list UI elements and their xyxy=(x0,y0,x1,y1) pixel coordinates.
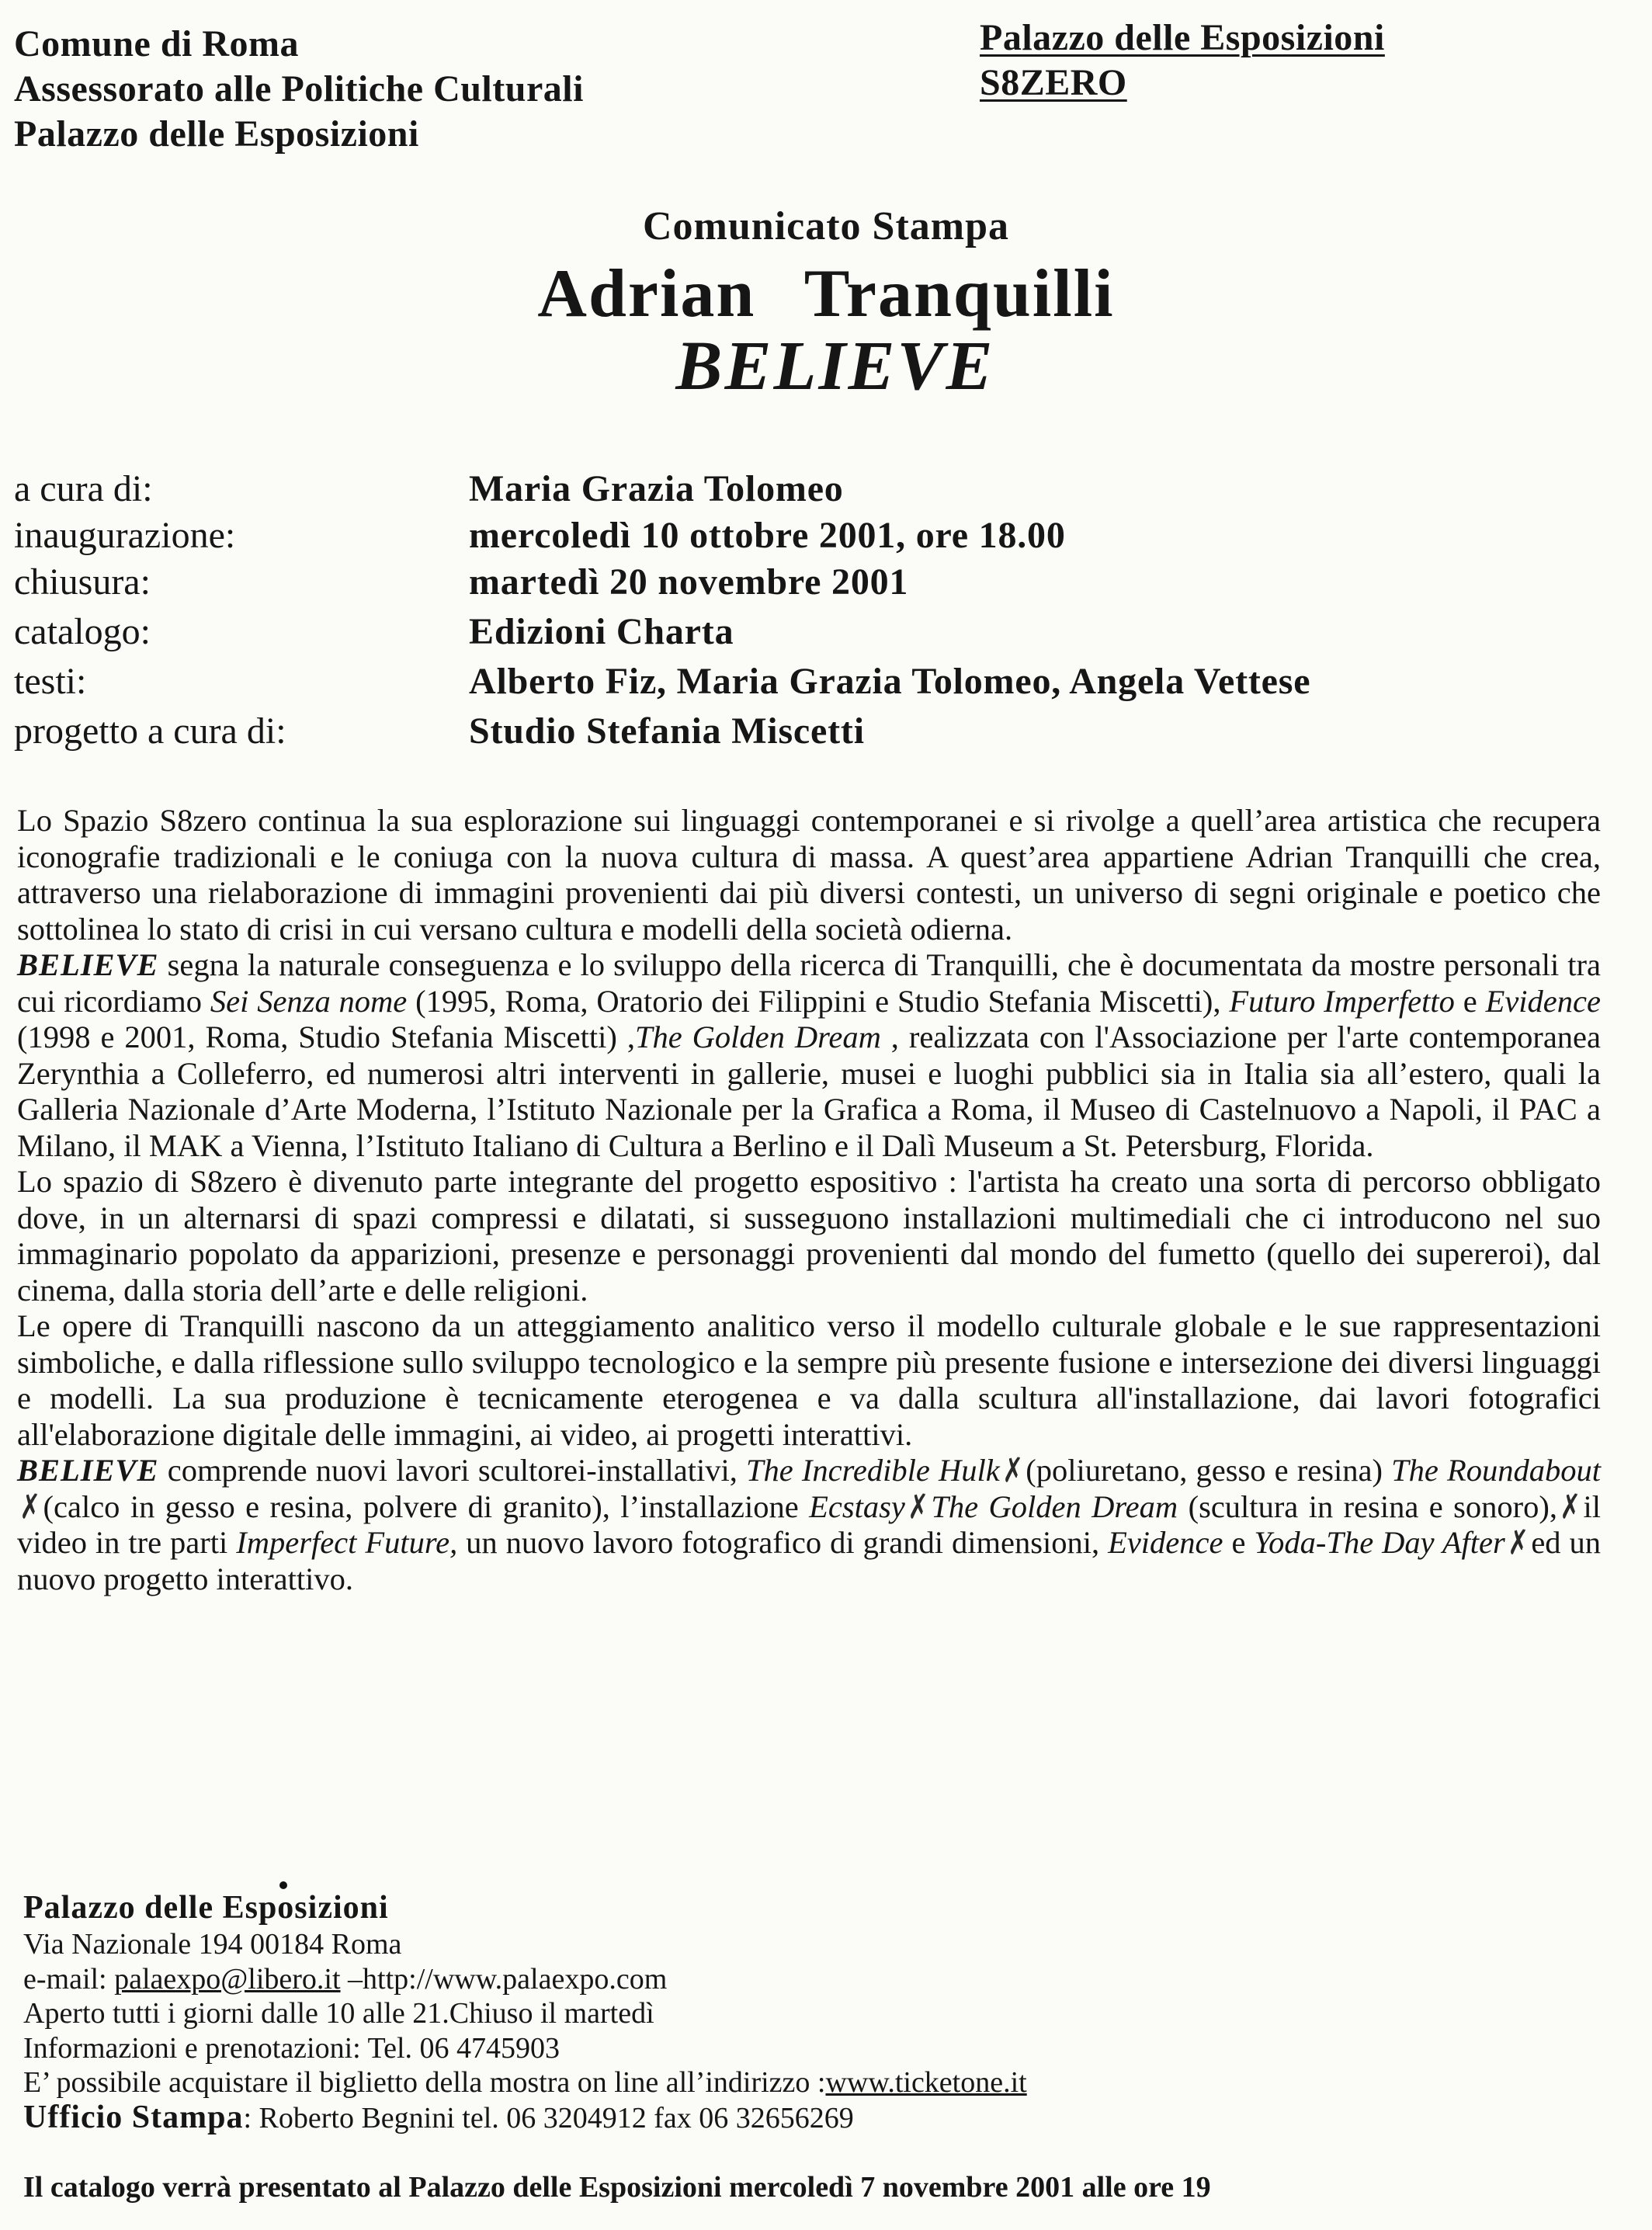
handwritten-x-mark: ✗ xyxy=(1002,1450,1023,1491)
header-left-line1: Comune di Roma xyxy=(14,23,300,64)
handwritten-x-mark: ✗ xyxy=(19,1487,41,1527)
detail-label: a cura di: xyxy=(14,468,153,509)
work-title: The Incredible Hulk xyxy=(746,1453,1000,1488)
detail-value: martedì 20 novembre 2001 xyxy=(469,561,909,603)
work-title: Evidence xyxy=(1108,1525,1223,1560)
press-office-contact: : Roberto Begnini tel. 06 3204912 fax 06 32656269 xyxy=(243,2101,854,2134)
work-title: The Roundabout xyxy=(1391,1453,1602,1488)
detail-label: progetto a cura di: xyxy=(14,710,286,752)
paragraph-believe-history xyxy=(17,947,1601,1164)
paragraph-space: Lo spazio di S8zero è divenuto parte integrante del progetto espositivo : l'artista ha creato una sorta di percorso obbligato dove, in un alternarsi di spazi compressi e dilatati, si susseguono installazioni multimediali che ci introducono nel suo immaginario popolato da apparizioni, presenze e personaggi provenienti dal mondo del fumetto (quello dei supereroi), dal cinema, dalla storia dell’arte e delle religioni. xyxy=(17,1164,1601,1308)
footer-address: Via Nazionale 194 00184 Roma xyxy=(23,1928,402,1961)
header-right xyxy=(980,16,1385,106)
header-right-line2: S8ZERO xyxy=(980,62,1127,103)
footer-hours: Aperto tutti i giorni dalle 10 alle 21.Chiuso il martedì xyxy=(23,1997,654,2030)
artist-name: Adrian Tranquilli xyxy=(537,256,1115,332)
handwritten-x-mark: ✗ xyxy=(1508,1523,1529,1563)
show-title: BELIEVE xyxy=(675,328,995,405)
handwritten-x-mark: ✗ xyxy=(908,1487,929,1527)
text-span: il video in tre parti xyxy=(17,1488,1601,1560)
work-title: The Golden Dream xyxy=(931,1488,1178,1524)
text-span: comprende nuovi lavori scultorei-installativi, xyxy=(158,1453,747,1488)
detail-label: inaugurazione: xyxy=(14,515,236,556)
detail-value: Alberto Fiz, Maria Grazia Tolomeo, Angela Vettese xyxy=(469,661,1311,702)
paragraph-intro: Lo Spazio S8zero continua la sua esplorazione sui linguaggi contemporanei e si rivolge a quell’area artistica che recupera iconografie tradizionali e le coniuga con la nuova cultura di massa. A quest’area appartiene Adrian Tranquilli che crea, attraverso una rielaborazione di immagini provenienti dai più diversi contesti, un universo di segni originale e poetico che sottolinea lo stato di crisi in cui versano cultura e modelli della società odierna. xyxy=(17,803,1601,947)
show-title-inline: BELIEVE xyxy=(17,947,159,982)
detail-value: Studio Stefania Miscetti xyxy=(469,710,865,752)
detail-label: chiusura: xyxy=(14,561,151,603)
text-span: (1998 e 2001, Roma, Studio Stefania Miscetti) , xyxy=(17,1019,635,1054)
paragraph-works: Le opere di Tranquilli nascono da un atteggiamento analitico verso il modello culturale globale e le sue rappresentazioni simboliche, e dalla riflessione sullo sviluppo tecnologico e la sempre più presente fusione e intersezione dei diversi linguaggi e modelli. La sua produzione è tecnicamente eterogenea e va dalla scultura all'installazione, dai lavori fotografici all'elaborazione digitale delle immagini, ai video, ai progetti interattivi. xyxy=(17,1308,1601,1452)
header-left-line2: Assessorato alle Politiche Culturali xyxy=(14,68,584,109)
text-span: segna la naturale conseguenza e lo sviluppo della ricerca di Tranquilli, che è documentata da mostre personali tra cui ricordiamo xyxy=(17,947,1601,1019)
detail-value: mercoledì 10 ottobre 2001, ore 18.00 xyxy=(469,515,1066,556)
text-span: (poliuretano, gesso e resina) xyxy=(1026,1453,1392,1488)
footer-title: Palazzo delle Esposizioni xyxy=(23,1890,389,1926)
email-link[interactable]: palaexpo@libero.it xyxy=(114,1962,341,1996)
work-title: Imperfect Future, xyxy=(236,1525,458,1560)
email-label: e-mail: xyxy=(23,1962,115,1996)
work-title: Ecstasy xyxy=(809,1488,905,1524)
work-title: Evidence xyxy=(1485,983,1601,1019)
text-span: (calco in gesso e resina, polvere di granito), l’installazione xyxy=(43,1488,810,1524)
catalog-note: Il catalogo verrà presentato al Palazzo delle Esposizioni mercoledì 7 novembre 2001 alle ore 19 xyxy=(23,2171,1211,2204)
work-title: Futuro Imperfetto xyxy=(1229,983,1455,1019)
body-text xyxy=(17,803,1601,1597)
press-release-kicker: Comunicato Stampa xyxy=(642,204,1010,248)
ticket-link[interactable]: www.ticketone.it xyxy=(825,2066,1027,2099)
text-span: un nuovo lavoro fotografico di grandi dimensioni, xyxy=(457,1525,1109,1560)
work-title: Yoda-The Day After xyxy=(1254,1525,1505,1560)
text-span: (1995, Roma, Oratorio dei Filippini e Studio Stefania Miscetti), xyxy=(407,983,1230,1019)
text-span: e xyxy=(1454,983,1486,1019)
header-right-line1: Palazzo delle Esposizioni xyxy=(980,17,1385,58)
footer-contacts xyxy=(23,1888,1027,2135)
footer-ticket-line xyxy=(23,2065,1027,2100)
text-span: , realizzata con l'Associazione per l'arte contemporanea Zerynthia a Colleferro, ed numerosi altri interventi in gallerie, musei e luoghi pubblici sia in Italia sia all’estero, quali la Galleria Nazionale d’Arte Moderna, l’Istituto Nazionale per la Grafica a Roma, il Museo di Castelnuovo a Napoli, il PAC a Milano, il MAK a Vienna, l’Istituto Italiano di Cultura a Berlino e il Dalì Museum a St. Petersburg, Florida. xyxy=(17,1019,1601,1163)
footer-press-line xyxy=(23,2100,1027,2136)
detail-value: Maria Grazia Tolomeo xyxy=(469,468,844,509)
work-title: Sei Senza nome xyxy=(210,983,408,1019)
work-title: The Golden Dream xyxy=(634,1019,881,1054)
header-left xyxy=(14,22,584,157)
footer-email-line xyxy=(23,1962,1027,1997)
text-span: (scultura in resina e sonoro), xyxy=(1178,1488,1557,1524)
detail-value: Edizioni Charta xyxy=(469,611,734,652)
text-span: e xyxy=(1223,1525,1255,1560)
show-title-inline: BELIEVE xyxy=(17,1453,159,1488)
footer-info: Informazioni e prenotazioni: Tel. 06 4745903 xyxy=(23,2031,560,2065)
website-link[interactable]: –http://www.palaexpo.com xyxy=(340,1962,668,1996)
ticket-label: E’ possibile acquistare il biglietto della mostra on line all’indirizzo : xyxy=(23,2066,826,2099)
handwritten-x-mark: ✗ xyxy=(1560,1487,1581,1527)
press-office-label: Ufficio Stampa xyxy=(23,2099,244,2135)
detail-label: testi: xyxy=(14,661,87,702)
detail-label: catalogo: xyxy=(14,611,151,652)
paragraph-believe-works xyxy=(17,1450,1602,1597)
text-span: ed un nuovo progetto interattivo. xyxy=(17,1525,1601,1596)
header-left-line3: Palazzo delle Esposizioni xyxy=(14,113,419,155)
